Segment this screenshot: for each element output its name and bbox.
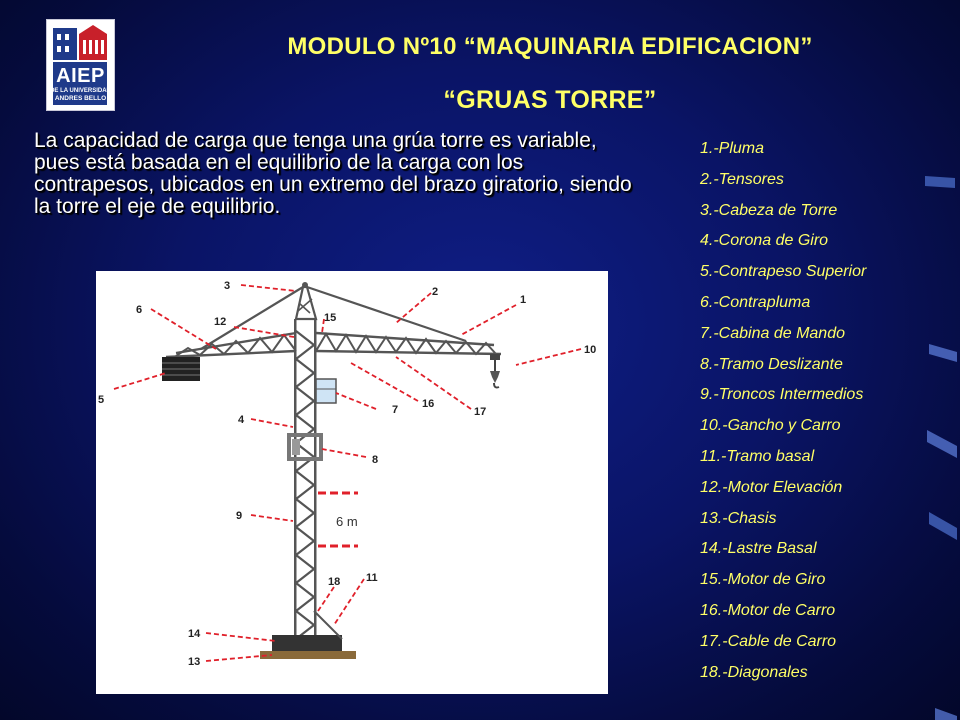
callout-label: 11 bbox=[366, 572, 378, 584]
callout-label: 10 bbox=[584, 344, 597, 356]
body-paragraph: La capacidad de carga que tenga una grúa torre es variable, pues está basada en el equilibrio de la carga con los contrapesos, ubicados en un extremo del brazo giratorio, siendo la torre el eje de equilibrio. bbox=[34, 129, 632, 218]
dimension-label: 6 m bbox=[336, 514, 358, 529]
callout-label: 8 bbox=[372, 454, 379, 466]
list-item: 4.-Corona de Giro bbox=[700, 232, 829, 250]
list-item: 3.-Cabeza de Torre bbox=[700, 201, 838, 219]
callout-label: 9 bbox=[236, 510, 243, 522]
parts-list bbox=[700, 135, 866, 689]
list-item: 17.-Cable de Carro bbox=[700, 632, 837, 650]
list-item: 15.-Motor de Giro bbox=[700, 571, 826, 589]
callout-label: 3 bbox=[224, 280, 231, 292]
list-item: 13.-Chasis bbox=[700, 509, 777, 527]
tower-crane-diagram bbox=[96, 271, 608, 694]
callout-label: 6 bbox=[136, 304, 143, 316]
list-item: 6.-Contrapluma bbox=[700, 293, 811, 311]
list-item: 2.-Tensores bbox=[700, 170, 784, 188]
callout-label: 18 bbox=[328, 576, 341, 588]
crane-base bbox=[260, 611, 356, 659]
list-item: 18.-Diagonales bbox=[700, 663, 808, 681]
decorative-swooshes bbox=[915, 0, 960, 720]
leader-lines bbox=[114, 285, 581, 661]
callout-label: 17 bbox=[474, 406, 487, 418]
crane-cabin bbox=[316, 379, 336, 403]
callout-label: 15 bbox=[324, 312, 337, 324]
list-item: 16.-Motor de Carro bbox=[700, 601, 836, 619]
callout-label: 5 bbox=[98, 394, 105, 406]
list-item: 9.-Troncos Intermedios bbox=[700, 386, 864, 404]
list-item: 11.-Tramo basal bbox=[700, 447, 815, 465]
callout-label: 2 bbox=[432, 286, 439, 298]
hook-trolley bbox=[490, 354, 500, 388]
crane-counter-jib bbox=[162, 287, 303, 381]
callout-label: 13 bbox=[188, 656, 201, 668]
callout-label: 1 bbox=[520, 294, 527, 306]
callout-label: 12 bbox=[214, 316, 227, 328]
list-item: 12.-Motor Elevación bbox=[700, 478, 843, 496]
callout-label: 7 bbox=[392, 404, 399, 416]
list-item: 8.-Tramo Deslizante bbox=[700, 355, 843, 373]
list-item: 5.-Contrapeso Superior bbox=[700, 263, 867, 281]
list-item: 1.-Pluma bbox=[700, 140, 765, 157]
logo-subtitle-2: ANDRES BELLO bbox=[54, 95, 107, 102]
page-title: MODULO Nº10 “MAQUINARIA EDIFICACION” bbox=[287, 33, 813, 60]
callout-label: 16 bbox=[422, 398, 435, 410]
page-subtitle: “GRUAS TORRE” bbox=[443, 86, 657, 114]
list-item: 14.-Lastre Basal bbox=[700, 540, 817, 558]
crane-mast bbox=[294, 282, 317, 653]
logo-subtitle-1: DE LA UNIVERSIDAD bbox=[50, 88, 111, 94]
callout-label: 4 bbox=[238, 414, 245, 426]
aiep-logo bbox=[47, 20, 114, 110]
callout-label: 14 bbox=[188, 628, 201, 640]
logo-brand: AIEP bbox=[56, 65, 105, 87]
list-item: 10.-Gancho y Carro bbox=[700, 417, 841, 435]
list-item: 7.-Cabina de Mando bbox=[700, 324, 845, 342]
